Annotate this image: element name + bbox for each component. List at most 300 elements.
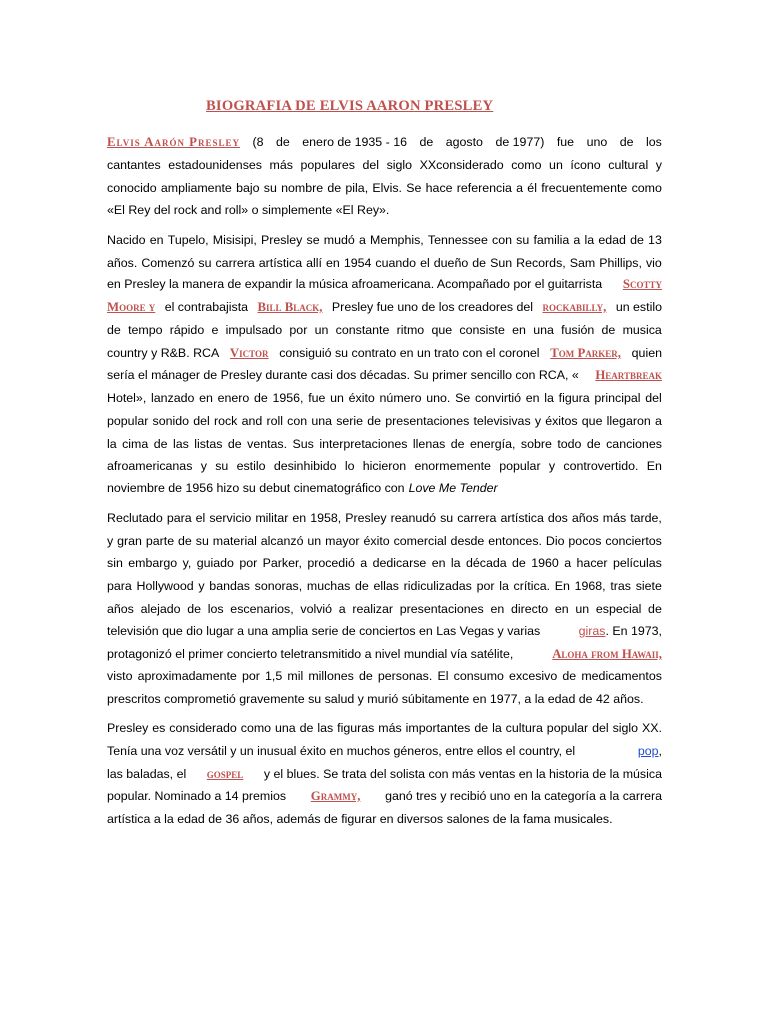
word: por: [476, 579, 495, 593]
word: de: [187, 602, 202, 616]
word: del: [362, 158, 380, 172]
word: mil: [287, 669, 304, 683]
word: fusión: [561, 323, 595, 337]
word: la: [499, 579, 509, 593]
link-bill-black[interactable]: Bill Black,: [257, 300, 323, 314]
word: allí: [306, 256, 322, 270]
p1-line-3: [107, 180, 662, 197]
link-aloha-from-hawaii[interactable]: Aloha from Hawaii,: [552, 647, 662, 661]
word: Records,: [516, 256, 566, 270]
word: en: [554, 602, 569, 616]
word: su: [263, 181, 277, 195]
p2-line-6-text-c: quien: [631, 346, 662, 360]
word: energía,: [469, 437, 516, 451]
word: carrera: [215, 256, 255, 270]
word: Se: [455, 391, 471, 405]
word: En: [646, 459, 662, 473]
word: lo: [344, 459, 355, 473]
p2-line-2: [107, 255, 662, 272]
word: impulsado: [225, 323, 283, 337]
p3-line-9-text: prescritos comprometió gravemente su salud y murió súbitamente en 1977, a la edad de 42 años.: [107, 692, 644, 706]
word: como: [511, 158, 542, 172]
word: de: [153, 437, 168, 451]
word: y: [534, 414, 542, 428]
word: desde: [450, 534, 485, 548]
word: 1954: [343, 256, 372, 270]
link-gospel[interactable]: gospel: [206, 767, 244, 781]
word: como: [631, 181, 662, 195]
word: gran: [117, 534, 142, 548]
word: aproximadamente: [137, 669, 237, 683]
word: directo: [510, 602, 549, 616]
word: muchas: [306, 579, 351, 593]
word: rápido: [169, 323, 205, 337]
word: dueño: [433, 256, 469, 270]
p2-line-4-text-b: Presley fue uno de los creadores del: [331, 300, 534, 314]
word: principal: [594, 391, 641, 405]
word: frecuentemente: [541, 181, 628, 195]
word: más: [378, 721, 402, 735]
word: de: [299, 721, 314, 735]
word: de: [474, 721, 489, 735]
word: El: [437, 669, 449, 683]
word: su: [198, 256, 212, 270]
word: Phillips,: [599, 256, 642, 270]
word: de: [253, 391, 268, 405]
link-pop[interactable]: pop: [637, 744, 659, 758]
word: más: [269, 158, 293, 172]
p4-line-4-text-a: popular. Nominado a 14 premios: [107, 789, 287, 803]
word: su: [440, 511, 454, 525]
word: éxito: [363, 534, 390, 548]
word: con: [492, 233, 512, 247]
word: Presley: [345, 511, 387, 525]
word: embargo: [128, 556, 178, 570]
word: y: [548, 459, 556, 473]
p2-line-6-text-a: country y R&B. RCA: [107, 346, 220, 360]
word: todo: [557, 437, 582, 451]
word: Sus: [292, 437, 314, 451]
word: la: [450, 556, 461, 570]
movie-title: Love Me Tender: [408, 481, 498, 495]
word: escenarios,: [230, 602, 294, 616]
word: a: [564, 556, 572, 570]
word: Se: [406, 181, 422, 195]
word: su: [195, 534, 209, 548]
word: a: [360, 556, 368, 570]
word: hacer: [576, 556, 608, 570]
word: consiste: [459, 323, 505, 337]
word: guiado: [196, 556, 234, 570]
p2-line-12: [107, 480, 662, 497]
word: cuando: [375, 256, 417, 270]
word: listas: [194, 437, 223, 451]
word: su: [516, 233, 530, 247]
p2-line-4-text-c: un estilo: [615, 300, 662, 314]
word: convirtió: [474, 391, 522, 405]
word: a: [573, 233, 581, 247]
p4-line-3-text-a: las baladas, el: [107, 767, 187, 781]
word: de: [512, 556, 526, 570]
word: afroamericanas: [107, 459, 193, 473]
p4-line-2-text-a: Tenía una voz versátil y un inusual éxito en muchos géneros, entre ellos el country, el: [107, 744, 576, 758]
word: éxito: [348, 391, 375, 405]
word: de: [367, 414, 382, 428]
word: Sam: [569, 256, 596, 270]
word: conocido: [107, 181, 157, 195]
word: excesivo: [509, 669, 558, 683]
word: 1968,: [574, 579, 606, 593]
word: nombre: [281, 181, 324, 195]
word: mudó: [323, 233, 355, 247]
word: Hotel»,: [107, 391, 147, 405]
p3-line-5: [107, 601, 662, 618]
word: crítica.: [513, 579, 551, 593]
word: por: [289, 323, 308, 337]
word: que: [581, 414, 603, 428]
word: conciertos: [605, 534, 662, 548]
word: e: [211, 323, 219, 337]
word: Misisipi,: [212, 233, 257, 247]
word: importantes: [405, 721, 471, 735]
word: de: [358, 669, 373, 683]
document-title: BIOGRAFIA DE ELVIS AARON PRESLEY: [206, 98, 494, 114]
word: el: [420, 256, 430, 270]
word: edad: [598, 233, 626, 247]
word: en: [431, 556, 446, 570]
link-tom-parker[interactable]: Tom Parker,: [550, 346, 621, 360]
word: éxitos: [545, 414, 578, 428]
word: un: [307, 534, 322, 548]
word: musica: [622, 323, 662, 337]
word: Tupelo,: [167, 233, 209, 247]
word: Sun: [490, 256, 513, 270]
p2-line-5: [107, 322, 662, 339]
word: estilo: [236, 459, 266, 473]
p4-line-2-end: [638, 743, 662, 759]
word: artística: [500, 511, 544, 525]
word: canciones: [606, 437, 662, 451]
p3-line-7-text: protagonizó el primer concierto teletransmitido a nivel mundial vía satélite,: [107, 647, 514, 661]
link-rockabilly[interactable]: rockabilly,: [542, 300, 607, 314]
p2-line-8: [107, 390, 662, 407]
word: pocos: [568, 534, 602, 548]
word: y: [107, 534, 114, 548]
word: ellas: [373, 579, 399, 593]
p4-line-3: [107, 766, 662, 783]
word: a: [516, 181, 524, 195]
word: and: [241, 414, 263, 428]
word: 1,5: [265, 669, 283, 683]
word: de: [601, 323, 616, 337]
word: consumo: [453, 669, 504, 683]
word: rock: [213, 414, 238, 428]
word: millones: [308, 669, 354, 683]
word: alejado: [140, 602, 181, 616]
word: en: [326, 256, 340, 270]
word: popular: [546, 721, 589, 735]
word: más: [602, 511, 627, 525]
word: carrera: [457, 511, 497, 525]
word: una: [311, 414, 333, 428]
word: Elvis.: [372, 181, 402, 195]
p3-line-8: [107, 668, 662, 685]
p2-line-6-text-b: consiguió su contrato en un trato con el coronel: [279, 346, 540, 360]
word: la: [107, 437, 117, 451]
word: siglo: [386, 158, 413, 172]
word: especial: [595, 602, 642, 616]
word: bandas: [209, 579, 250, 593]
word: del: [193, 414, 210, 428]
word: referencia: [456, 181, 512, 195]
p2-line-3-text: en Presley la manera de expandir la música afroamericana. Acompañado por el guitarrista: [107, 277, 603, 291]
link-giras[interactable]: giras: [578, 624, 606, 638]
word: de 1977): [495, 135, 545, 149]
word: en: [525, 391, 540, 405]
p3-line-6: [107, 623, 662, 640]
link-victor[interactable]: Victor: [229, 346, 269, 360]
p2-line-6: [107, 345, 662, 362]
word: 1958,: [310, 511, 342, 525]
word: controvertido.: [563, 459, 639, 473]
word: a: [654, 414, 662, 428]
word: años: [571, 511, 599, 525]
word: de: [227, 437, 242, 451]
word: cima: [122, 437, 149, 451]
p3-line-9: [107, 691, 662, 708]
word: En: [554, 579, 570, 593]
p2-line-7: [107, 367, 662, 384]
word: a: [338, 602, 346, 616]
link-heartbreak[interactable]: Heartbreak: [595, 368, 662, 382]
word: como: [240, 721, 272, 735]
word: Dio: [545, 534, 565, 548]
word: personas.: [377, 669, 433, 683]
word: siete: [635, 579, 662, 593]
word: dos: [547, 511, 568, 525]
word: ventas.: [247, 437, 288, 451]
word: del: [592, 721, 609, 735]
word: visto: [107, 669, 133, 683]
p4-line-3-text-b: y el blues. Se trata del solista con más ventas en la historia de la música: [263, 767, 662, 781]
word: vio: [645, 256, 662, 270]
word: década: [465, 556, 507, 570]
word: el: [195, 511, 206, 525]
p1-line-4-text: «El Rey del rock and roll» o simplemente «El Rey».: [107, 203, 390, 217]
word: agosto: [445, 135, 483, 149]
word: siglo: [612, 721, 639, 735]
word: un: [575, 602, 590, 616]
word: artística: [258, 256, 303, 270]
word: número: [379, 391, 422, 405]
word: Reclutado: [107, 511, 163, 525]
word: enero: [217, 391, 250, 405]
word: ridiculizadas: [403, 579, 472, 593]
word: uno.: [426, 391, 451, 405]
word: fue: [308, 391, 326, 405]
word: familia: [533, 233, 570, 247]
word: de: [327, 181, 342, 195]
word: tras: [610, 579, 631, 593]
word: XXconsiderado: [419, 158, 504, 172]
p4-line-2: [107, 743, 662, 760]
word: bajo: [236, 181, 260, 195]
word: Presley: [261, 233, 303, 247]
word: los: [207, 602, 224, 616]
word: comercial: [393, 534, 447, 548]
word: es: [152, 721, 166, 735]
word: con: [287, 414, 308, 428]
word: de: [178, 534, 192, 548]
p3-line-6-text-b: . En 1973,: [605, 624, 662, 638]
word: procedió: [307, 556, 355, 570]
word: que: [431, 323, 453, 337]
p2-line-1: [107, 232, 662, 249]
link-grammy[interactable]: Grammy,: [310, 789, 361, 803]
word: volvió: [300, 602, 333, 616]
word: la: [544, 391, 554, 405]
word: una: [533, 323, 554, 337]
word: llegaron: [606, 414, 651, 428]
word: su: [215, 459, 229, 473]
p1-line-1: [107, 134, 662, 151]
word: sin: [107, 556, 123, 570]
word: serie: [336, 414, 364, 428]
word: la: [492, 721, 502, 735]
word: hicieron: [362, 459, 407, 473]
p4-line-1: [107, 720, 662, 737]
p4-line-5-text: artística a la edad de 36 años, además de figurar en diversos salones de la fama musicales.: [107, 812, 613, 826]
link-scotty[interactable]: Scotty: [622, 277, 662, 291]
word: y,: [182, 556, 192, 570]
word: desinhibido: [273, 459, 337, 473]
word: sonoras,: [254, 579, 303, 593]
word: figuras: [337, 721, 375, 735]
p2-line-7-text: sería el mánager de Presley durante casi dos décadas. Su primer sencillo con RCA, «: [107, 368, 579, 382]
word: fue: [556, 135, 575, 149]
word: entonces.: [488, 534, 542, 548]
word: pila,: [345, 181, 369, 195]
word: uno: [586, 135, 608, 149]
word: popular: [107, 414, 149, 428]
word: enero de 1935 - 16: [302, 135, 407, 149]
word: en: [490, 602, 505, 616]
word: considerado: [169, 721, 237, 735]
word: sonido: [152, 414, 190, 428]
word: parte: [145, 534, 175, 548]
word: televisivas: [473, 414, 531, 428]
word: las: [317, 721, 334, 735]
word: populares: [300, 158, 355, 172]
p3-line-7: [107, 646, 662, 663]
word: mayor: [325, 534, 360, 548]
word: presentaciones: [399, 602, 484, 616]
p2-line-9: [107, 413, 662, 430]
word: tarde,: [630, 511, 662, 525]
p4-line-5: [107, 811, 662, 828]
p1-line-4: [107, 202, 662, 219]
link-elvis-aaron-presley[interactable]: Elvis Aarón Presley: [107, 135, 240, 149]
p3-line-6-text-a: televisión que dio lugar a una amplia serie de conciertos en Las Vegas y varias: [107, 624, 541, 638]
word: 13: [648, 233, 662, 247]
word: de: [648, 602, 662, 616]
word: popular: [499, 459, 541, 473]
word: de: [419, 135, 434, 149]
word: un: [314, 323, 329, 337]
word: en: [292, 511, 307, 525]
word: hace: [425, 181, 453, 195]
p2-line-11: [107, 458, 662, 475]
word: un: [330, 391, 344, 405]
word: de: [107, 323, 121, 337]
word: ampliamente: [160, 181, 232, 195]
word: Comenzó: [141, 256, 195, 270]
word: constante: [335, 323, 390, 337]
word: una: [275, 721, 296, 735]
p4-line-4-text-b: ganó tres y recibió uno en la categoría a la carrera: [385, 789, 662, 803]
word: años: [107, 602, 134, 616]
p2-line-12-text: noviembre de 1956 hizo su debut cinematográfico con: [107, 481, 405, 495]
p2-line-10: [107, 436, 662, 453]
word: en: [199, 391, 213, 405]
word: por: [239, 556, 258, 570]
word: las: [172, 437, 189, 451]
word: estadounidenses: [168, 158, 262, 172]
word: de: [562, 669, 577, 683]
word: tempo: [128, 323, 163, 337]
word: material: [212, 534, 257, 548]
word: para: [107, 579, 132, 593]
word: ícono: [570, 158, 601, 172]
word: Hollywood: [136, 579, 194, 593]
word: para: [166, 511, 192, 525]
word: películas: [612, 556, 662, 570]
link-moore[interactable]: Moore y: [107, 300, 156, 314]
word: cantantes: [107, 158, 161, 172]
word: él: [527, 181, 537, 195]
word: de: [450, 437, 465, 451]
word: se: [306, 233, 320, 247]
word: servicio: [209, 511, 252, 525]
word: dedicarse: [372, 556, 427, 570]
word: Parker,: [262, 556, 302, 570]
word: XX.: [641, 721, 662, 735]
word: Memphis,: [370, 233, 424, 247]
word: reanudó: [390, 511, 437, 525]
word: 1960: [531, 556, 559, 570]
word: ritmo: [396, 323, 425, 337]
word: roll: [266, 414, 283, 428]
word: cultural: [608, 158, 649, 172]
word: del: [645, 391, 662, 405]
word: Nacido: [107, 233, 146, 247]
word: llenas: [412, 437, 446, 451]
word: los: [646, 135, 662, 149]
word: presentaciones: [385, 414, 470, 428]
word: a: [358, 233, 366, 247]
word: de: [586, 437, 601, 451]
word: de: [354, 579, 369, 593]
word: en: [512, 323, 526, 337]
p3-line-6-end: [579, 623, 662, 639]
word: de: [275, 135, 290, 149]
p3-line-1: [107, 510, 662, 527]
word: realizar: [352, 602, 394, 616]
p1-line-2: [107, 157, 662, 174]
word: Presley: [107, 721, 149, 735]
p3-line-4: [107, 578, 662, 595]
word: años.: [107, 256, 138, 270]
